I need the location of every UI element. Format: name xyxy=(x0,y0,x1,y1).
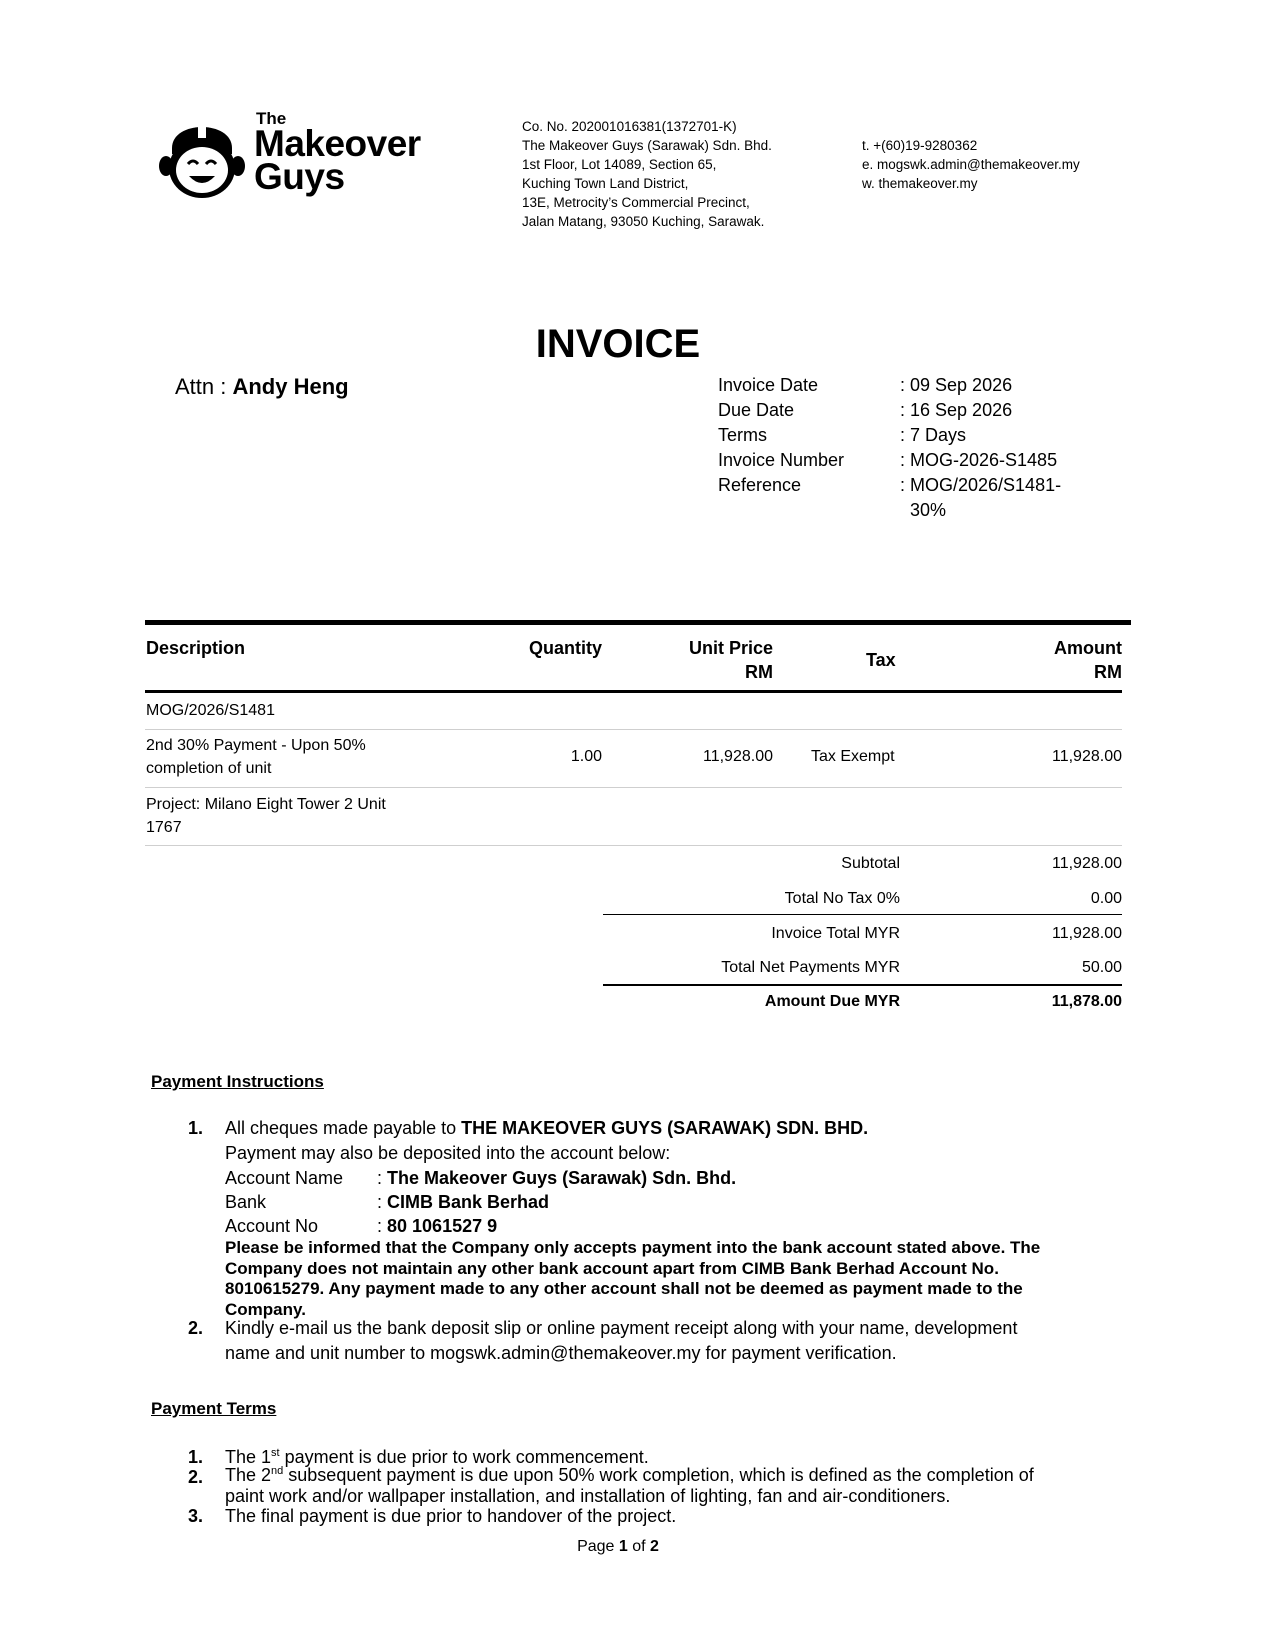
term-number: 1. xyxy=(188,1447,204,1467)
term-line: The 2nd subsequent payment is due upon 50% work completion, which is defined as the completion of xyxy=(225,1465,1034,1485)
row-description-line: 2nd 30% Payment - Upon 50% xyxy=(146,737,366,754)
bank-account-notice xyxy=(225,1238,1105,1320)
instruction-number: 2. xyxy=(188,1318,204,1338)
row-divider xyxy=(145,729,1122,730)
summary-rule xyxy=(603,914,1122,915)
account-no-row xyxy=(225,1214,1105,1238)
summary-tax-label: Total No Tax 0% xyxy=(784,890,900,907)
bank-row xyxy=(225,1190,1105,1214)
summary-amount-due-value: 11,878.00 xyxy=(1051,993,1122,1010)
invoice-meta xyxy=(718,373,1080,523)
row-description-line: completion of unit xyxy=(146,760,272,777)
account-label: Account No xyxy=(225,1216,319,1236)
brand-line-2: Guys xyxy=(254,156,345,197)
reference-line-1: : MOG/2026/S1481- xyxy=(900,475,1062,495)
cheque-payee-line xyxy=(225,1116,1105,1141)
row-description xyxy=(146,793,386,839)
page-number: Page 1 of 2 xyxy=(577,1538,659,1555)
notice-line: Company. xyxy=(225,1299,306,1319)
notice-line: Company does not maintain any other bank account apart from CIMB Bank Berhad Account No. xyxy=(225,1258,999,1278)
company-line: 13E, Metrocity’s Commercial Precinct, xyxy=(522,195,750,210)
meta-label: Invoice Date xyxy=(718,375,819,395)
summary-subtotal-value: 11,928.00 xyxy=(1052,855,1122,872)
account-name-row xyxy=(225,1166,1105,1190)
attn-name: Andy Heng xyxy=(232,374,349,399)
meta-label: Due Date xyxy=(718,400,795,420)
instruction-number: 1. xyxy=(188,1118,204,1138)
term-number: 3. xyxy=(188,1506,204,1526)
meta-label: Invoice Number xyxy=(718,450,845,470)
term-number: 2. xyxy=(188,1467,204,1487)
current-page: 1 xyxy=(618,1538,628,1555)
row-divider xyxy=(145,787,1122,788)
term-item-1: The 1st payment is due prior to work commencement. xyxy=(225,1447,649,1467)
instruction-item-2 xyxy=(225,1316,1017,1366)
row-tax: Tax Exempt xyxy=(811,748,895,765)
row-divider xyxy=(145,845,1122,846)
row-quantity: 1.00 xyxy=(570,748,602,765)
term-item-2 xyxy=(225,1465,1034,1506)
cheque-payee: THE MAKEOVER GUYS (SARAWAK) SDN. BHD. xyxy=(461,1118,869,1138)
account-label: Bank xyxy=(225,1192,267,1212)
instruction-item-1 xyxy=(225,1116,1105,1320)
summary-subtotal-label: Subtotal xyxy=(841,855,900,872)
row-unit-price: 11,928.00 xyxy=(703,748,773,765)
meta-value: : 16 Sep 2026 xyxy=(900,400,1013,420)
meta-row-reference xyxy=(718,473,1080,523)
table-top-rule xyxy=(145,620,1131,625)
brand-name xyxy=(254,123,421,197)
notice-line: Please be informed that the Company only accepts payment into the bank account stated above. The xyxy=(225,1238,1041,1257)
meta-row-terms xyxy=(718,423,1080,448)
unit-price-label: Unit Price xyxy=(688,638,773,658)
meta-row-due-date xyxy=(718,398,1080,423)
term-item-3: The final payment is due prior to handover of the project. xyxy=(225,1506,677,1526)
contact-website[interactable]: w. themakeover.my xyxy=(862,176,978,191)
col-header-quantity: Quantity xyxy=(528,638,602,658)
cheque-lead: All cheques made payable to xyxy=(225,1118,462,1138)
company-line: The Makeover Guys (Sarawak) Sdn. Bhd. xyxy=(522,138,772,153)
total-pages: 2 xyxy=(650,1538,659,1555)
contact-phone: t. +(60)19-9280362 xyxy=(862,138,978,153)
logo-mascot-icon xyxy=(158,108,246,200)
meta-value: : 7 Days xyxy=(900,425,967,445)
col-header-description: Description xyxy=(146,638,246,658)
amount-label: Amount xyxy=(1054,638,1122,658)
company-line: Kuching Town Land District, xyxy=(522,176,689,191)
summary-tax-value: 0.00 xyxy=(1090,890,1122,907)
account-value: : The Makeover Guys (Sarawak) Sdn. Bhd. xyxy=(377,1168,737,1188)
account-value: : 80 1061527 9 xyxy=(377,1216,498,1236)
company-line: Jalan Matang, 93050 Kuching, Sarawak. xyxy=(522,214,765,229)
instruction-line: Kindly e-mail us the bank deposit slip or online payment receipt along with your name, development xyxy=(225,1318,1018,1338)
col-header-tax: Tax xyxy=(866,650,896,670)
attention-line xyxy=(175,373,349,401)
contact-email[interactable]: e. mogswk.admin@themakeover.my xyxy=(862,157,1080,172)
document-title: INVOICE xyxy=(535,322,701,366)
summary-amount-due-label: Amount Due MYR xyxy=(764,993,900,1010)
payment-terms-heading: Payment Terms xyxy=(151,1399,277,1418)
account-value: : CIMB Bank Berhad xyxy=(377,1192,550,1212)
summary-net-payments-value: 50.00 xyxy=(1081,959,1122,976)
attn-label: Attn : xyxy=(175,374,233,399)
company-contact xyxy=(862,136,1080,193)
company-line: 1st Floor, Lot 14089, Section 65, xyxy=(522,157,717,172)
meta-value xyxy=(900,473,1080,523)
instruction-line: name and unit number to mogswk.admin@themakeover.my for payment verification. xyxy=(225,1343,897,1363)
meta-value: : 09 Sep 2026 xyxy=(900,375,1013,395)
company-address xyxy=(522,117,772,231)
table-header-rule xyxy=(145,690,1122,693)
col-header-unit-price xyxy=(630,636,773,684)
notice-line: 8010615279. Any payment made to any other account shall not be deemed as payment made to the xyxy=(225,1279,1023,1298)
deposit-line: Payment may also be deposited into the account below: xyxy=(225,1143,671,1163)
term-line: paint work and/or wallpaper installation, and installation of lighting, fan and air-conditioners. xyxy=(225,1485,951,1506)
row-description-line: Project: Milano Eight Tower 2 Unit xyxy=(146,796,386,813)
amount-currency: RM xyxy=(1094,662,1122,682)
company-line: Co. No. 202001016381(1372701-K) xyxy=(522,119,737,134)
meta-row-invoice-date xyxy=(718,373,1080,398)
row-description: MOG/2026/S1481 xyxy=(146,702,275,719)
payment-instructions-heading: Payment Instructions xyxy=(151,1072,324,1091)
unit-price-currency: RM xyxy=(745,662,773,682)
meta-value: : MOG-2026-S1485 xyxy=(900,450,1058,470)
meta-label: Terms xyxy=(718,425,767,445)
reference-line-2: 30% xyxy=(910,500,947,520)
row-description-line: 1767 xyxy=(146,819,182,836)
brand-the: The xyxy=(256,109,287,128)
col-header-amount xyxy=(960,636,1122,684)
summary-invoice-total-value: 11,928.00 xyxy=(1052,925,1122,942)
account-label: Account Name xyxy=(225,1168,344,1188)
meta-row-invoice-number xyxy=(718,448,1080,473)
row-amount: 11,928.00 xyxy=(1052,748,1122,765)
meta-label: Reference xyxy=(718,475,802,495)
table-row xyxy=(146,699,275,722)
summary-rule-thick xyxy=(603,984,1122,986)
summary-net-payments-label: Total Net Payments MYR xyxy=(721,959,900,976)
row-description xyxy=(146,734,366,780)
summary-invoice-total-label: Invoice Total MYR xyxy=(771,925,900,942)
brand-line-1: Makeover xyxy=(254,123,421,164)
